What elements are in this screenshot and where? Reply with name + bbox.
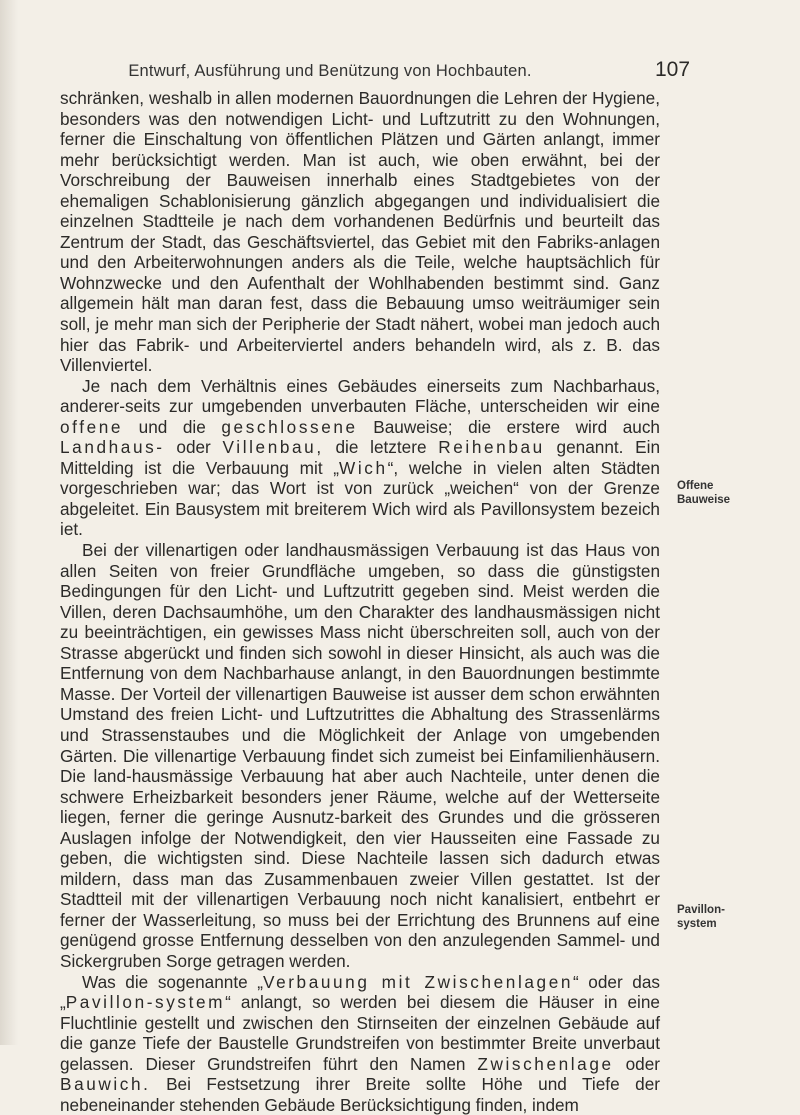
text-run: “ oder das „ (60, 971, 660, 1013)
margin-note-line: system (677, 918, 717, 930)
spaced-term: Bauwich. (60, 1074, 151, 1095)
spaced-term: Reihenbau (438, 437, 545, 458)
text-run: die letztere (323, 437, 439, 458)
spaced-term: Wich (339, 457, 388, 478)
running-header (0, 58, 800, 90)
body-text (60, 88, 660, 1115)
text-run: oder (164, 437, 223, 458)
text-run: oder (613, 1053, 660, 1074)
margin-note-pavillonsystem (677, 903, 747, 931)
text-run: Was die sogenannte „ (82, 971, 263, 992)
margin-note-line: Offene (677, 480, 714, 492)
text-run: “ anlangt, so werden bei diesem die Häuser in eine Fluchtlinie gestellt und zwischen den Stirnseiten der einzelnen Gebäude auf die ganze Tiefe der Baustelle Grundstreifen von bestimmter Breite unverbaut gelassen. Dieser Grundstreifen führt den Namen (60, 992, 660, 1074)
text-run: Bei Festsetzung ihrer Breite sollte Höhe und Tiefe der nebeneinander stehenden Gebäude Berücksichtigung finden, indem (60, 1074, 660, 1115)
page-number: 107 (655, 58, 691, 81)
margin-note-line: Pavillon- (677, 904, 725, 916)
paragraph-4 (60, 972, 660, 1115)
text-run: Je nach dem Verhältnis eines Gebäudes einerseits zum Nachbarhaus, anderer-seits zur umgebenden unverbauten Fläche, unterscheiden wir eine (60, 375, 660, 417)
spaced-term: Pavillon-system (65, 992, 226, 1013)
spaced-term: offene (60, 416, 124, 437)
header-title: Entwurf, Ausführung und Benützung von Hochbauten. (128, 62, 532, 80)
text-run: Bauweise; die erstere wird auch (357, 416, 660, 437)
paragraph-1: schränken, weshalb in allen modernen Bauordnungen die Lehren der Hygiene, besonders was den notwendigen Licht- und Luftzutritt zu den Wohnungen, ferner die Einschaltung von öffentlichen Plätzen und Gärten anlangt, immer mehr berücksichtigt werden. Man ist auch, wie oben erwähnt, bei der Vorschreibung der Bauweisen innerhalb eines Stadtgebietes von der ehemaligen Schablonisierung gänzlich abgegangen und individualisiert die einzelnen Stadtteile je nach dem vorhandenen Bedürfnis und beurteilt das Zentrum der Stadt, das Geschäftsviertel, das Gebiet mit den Fabriks-anlagen und den Arbeiterwohnungen anders als die Teile, welche hauptsächlich für Wohnzwecke und den Aufenthalt der Wohlhabenden bestimmt sind. Ganz allgemein hält man daran fest, dass die Bebauung umso weiträumiger sein soll, je mehr man sich der Peripherie der Stadt nähert, wobei man jedoch auch hier das Fabrik- und Arbeiterviertel anders behandeln wird, als z. B. das Villenviertel. (60, 88, 660, 376)
spaced-term: Landhaus- (60, 437, 165, 458)
paragraph-3: Bei der villenartigen oder landhausmässigen Verbauung ist das Haus von allen Seiten von freier Grundfläche umgeben, so dass die günstigsten Bedingungen für den Licht- und Luftzutritt gegeben sind. Meist werden die Villen, deren Dachsaumhöhe, um den Charakter des landhausmässigen nicht zu beeinträchtigen, ein gewisses Mass nicht überschreiten soll, auch von der Strasse abgerückt und finden sich sowohl in dieser Hinsicht, als auch was die Entfernung von dem Nachbarhause anlangt, in den Bauordnungen bestimmte Masse. Der Vorteil der villenartigen Bauweise ist ausser dem schon erwähnten Umstand des freien Licht- und Luftzutrittes die Abhaltung des Strassenlärms und Strassenstaubes und die Möglichkeit der Anlage von umgebenden Gärten. Die villenartige Verbauung findet sich zumeist bei Einfamilienhäusern. Die land-hausmässige Verbauung hat aber auch Nachteile, unter denen die schwere Erheizbarkeit besonders jener Räume, welche auf der Wetterseite liegen, ferner die geringe Ausnutz-barkeit des Grundes und die grösseren Auslagen infolge der Notwendigkeit, den vier Hausseiten eine Fassade zu geben, die wichtigsten sind. Diese Nachteile lassen sich dadurch etwas mildern, dass man das Zusammenbauen zweier Villen gestattet. Ist der Stadtteil mit der villenartigen Verbauung noch nicht kanalisiert, entbehrt er ferner der Wasserleitung, so muss bei der Errichtung des Brunnens auf eine genügend grosse Entfernung desselben von den anzulegenden Sammel- und Sickergruben Sorge getragen werden. (60, 540, 660, 971)
spaced-term: Villenbau, (222, 437, 324, 458)
margin-note-line: Bauweise (677, 494, 731, 506)
spaced-term: geschlossene (221, 416, 358, 437)
margin-note-offene-bauweise (677, 479, 747, 507)
spaced-term: Verbauung mit Zwischenlagen (262, 971, 574, 992)
page-edge-shadow (0, 0, 18, 1045)
paragraph-2 (60, 376, 660, 540)
spaced-term: Zwischenlage (477, 1053, 614, 1074)
text-run: “, welche in vielen alten Städten vorgeschrieben war; das Wort ist von zurück „weichen“ von der Grenze abgeleitet. Ein Bausystem mit breiterem Wich wird als Pavillonsystem bezeich iet. (60, 457, 660, 540)
text-run: genannt. Ein Mittelding ist die Verbauung mit „ (60, 437, 661, 478)
text-run: und die (123, 416, 222, 437)
